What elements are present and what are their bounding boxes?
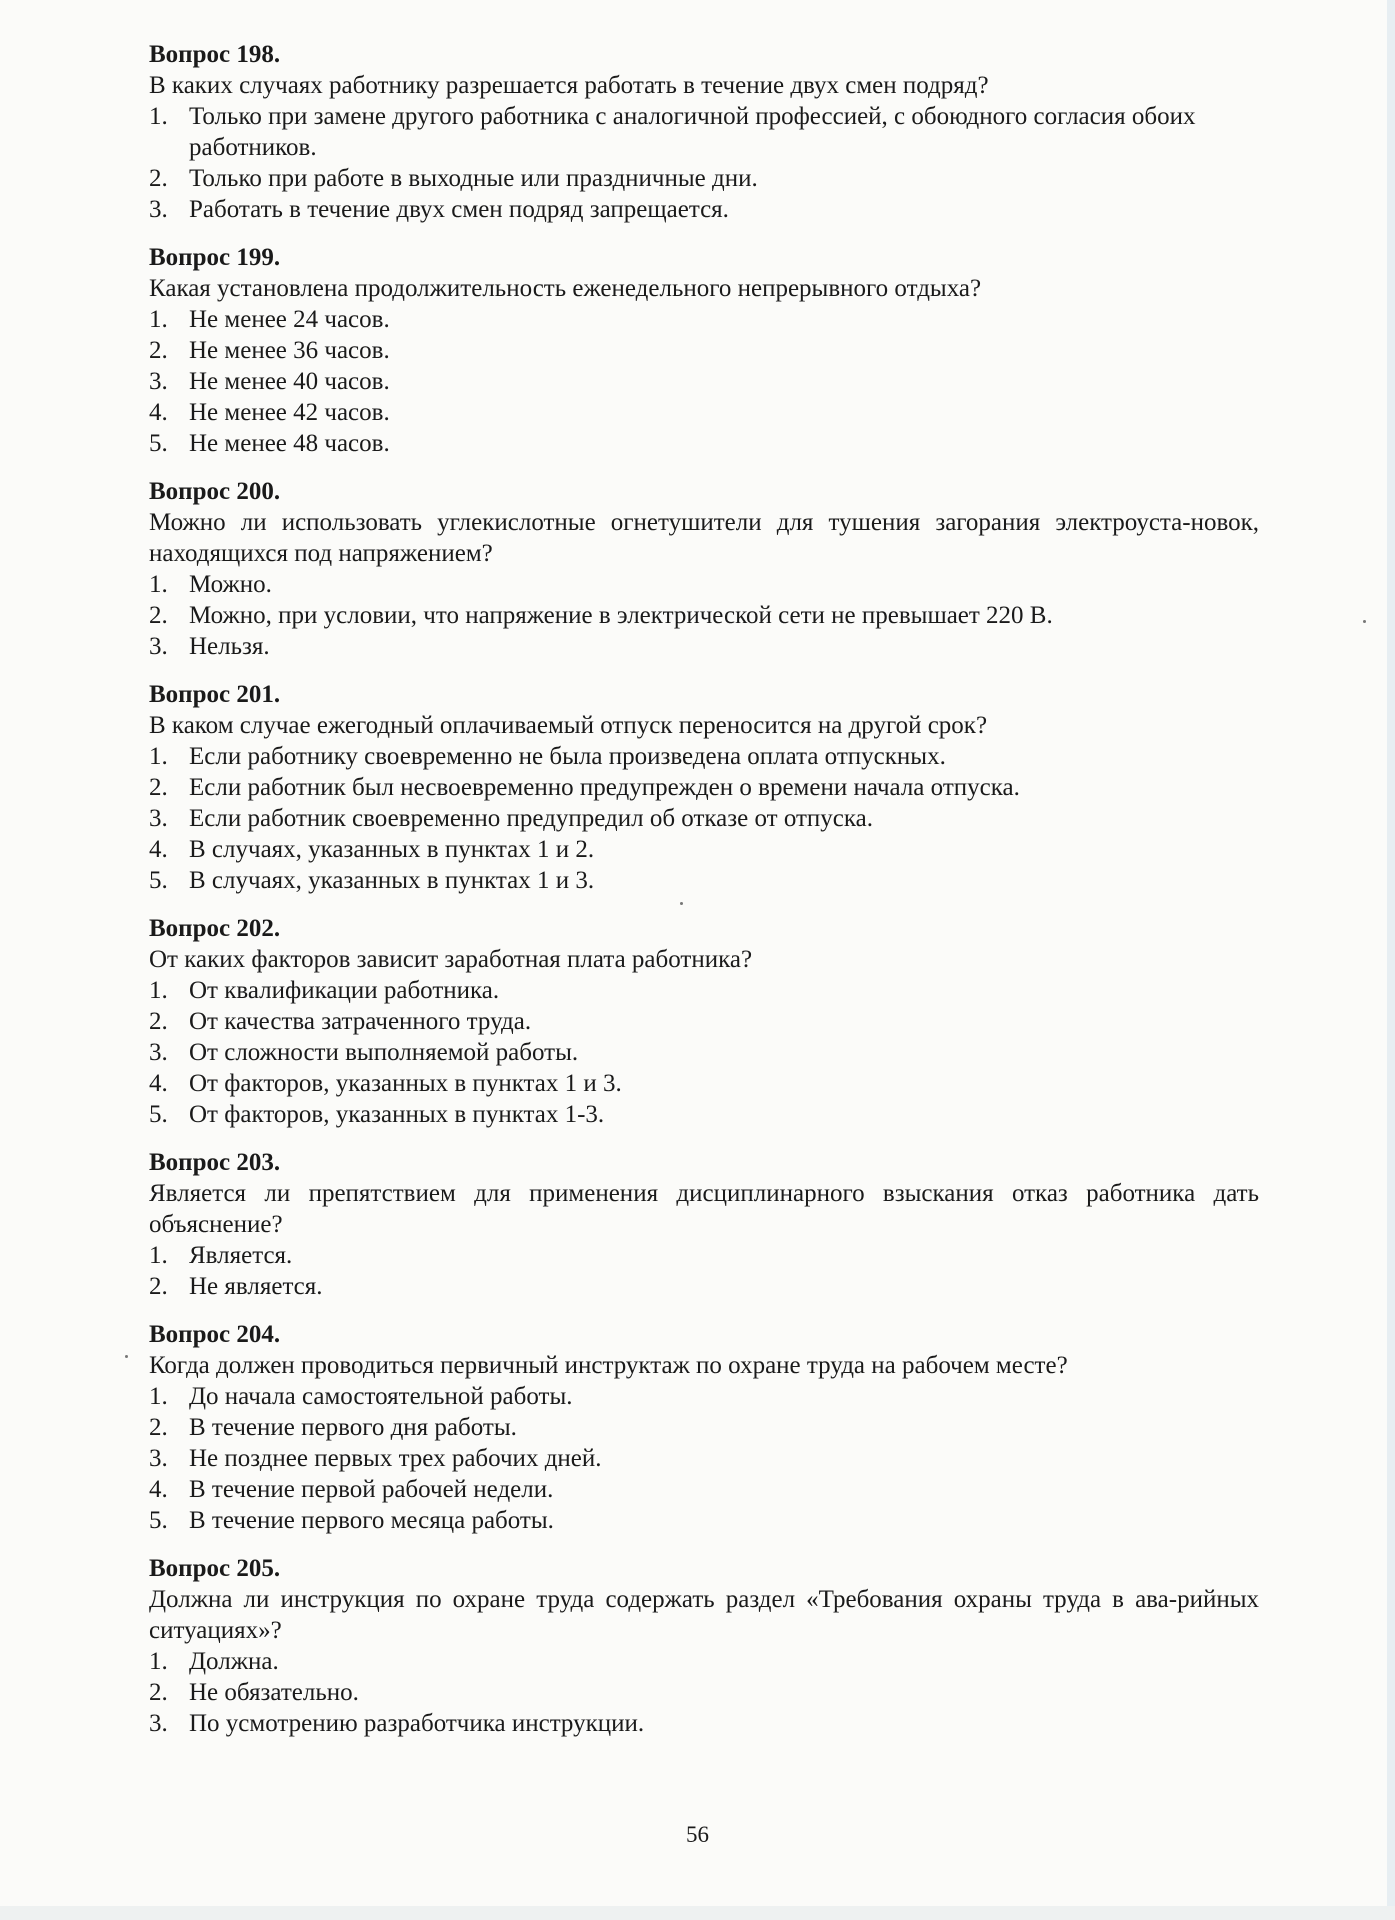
answer-number: 2. [149,337,168,364]
answer-list [149,975,1259,1130]
question-text: Можно ли использовать углекислотные огнетушители для тушения загорания электроуста-новок, находящихся под напряжением? [149,509,1259,567]
answer-text: В течение первого месяца работы. [189,1507,554,1534]
answer-option [149,1646,1259,1677]
answer-option [149,1677,1259,1708]
answer-number: 2. [149,1008,168,1035]
question-block [149,1554,1259,1739]
answer-number: 2. [149,1273,168,1300]
answer-option [149,865,1259,896]
answer-number: 3. [149,368,168,395]
answer-number: 1. [149,1383,168,1410]
question-text: В каких случаях работнику разрешается работать в течение двух смен подряд? [149,72,989,99]
question-block [149,40,1259,225]
question-list [149,40,1259,1757]
answer-option [149,1240,1259,1271]
answer-option [149,335,1259,366]
question-text: В каком случае ежегодный оплачиваемый отпуск переносится на другой срок? [149,712,988,739]
question-text: Когда должен проводиться первичный инструктаж по охране труда на рабочем месте? [149,1352,1068,1379]
answer-text: Не менее 24 часов. [189,306,390,333]
question-heading: Вопрос 203. [149,1149,281,1176]
answer-number: 4. [149,399,168,426]
answer-number: 3. [149,1039,168,1066]
scan-speck [1363,620,1366,623]
answer-text: От факторов, указанных в пунктах 1-3. [189,1101,605,1128]
question-text: Какая установлена продолжительность еженедельного непрерывного отдыха? [149,275,982,302]
answer-option [149,1708,1259,1739]
answer-text: Не обязательно. [189,1679,359,1706]
answer-text: Только при работе в выходные или праздничные дни. [189,165,758,192]
scan-speck [125,1355,128,1358]
answer-text: Не менее 36 часов. [189,337,390,364]
answer-option [149,1068,1259,1099]
answer-text: По усмотрению разработчика инструкции. [189,1710,645,1737]
answer-text: Не менее 48 часов. [189,430,390,457]
question-block [149,1320,1259,1536]
answer-text: Если работник своевременно предупредил об отказе от отпуска. [189,805,874,832]
answer-option [149,304,1259,335]
question-block [149,1148,1259,1302]
answer-number: 4. [149,836,168,863]
answer-option [149,1099,1259,1130]
answer-option [149,1037,1259,1068]
answer-number: 2. [149,1414,168,1441]
answer-text: Должна. [189,1648,279,1675]
answer-text: В течение первой рабочей недели. [189,1476,554,1503]
answer-text: Можно. [189,571,272,598]
answer-text: Не является. [189,1273,323,1300]
answer-number: 1. [149,1242,168,1269]
answer-text: В течение первого дня работы. [189,1414,517,1441]
answer-number: 4. [149,1476,168,1503]
answer-number: 1. [149,743,168,770]
answer-option [149,600,1259,631]
answer-list [149,304,1259,459]
answer-option [149,803,1259,834]
answer-number: 3. [149,633,168,660]
answer-number: 5. [149,1101,168,1128]
answer-number: 2. [149,774,168,801]
answer-option [149,366,1259,397]
answer-number: 1. [149,306,168,333]
question-heading: Вопрос 201. [149,681,281,708]
answer-option [149,975,1259,1006]
answer-text: Только при замене другого работника с аналогичной профессией, с обоюдного согласия обоих работников. [189,103,1196,161]
question-block [149,680,1259,896]
answer-text: Является. [189,1242,293,1269]
answer-text: До начала самостоятельной работы. [189,1383,573,1410]
answer-text: Можно, при условии, что напряжение в электрической сети не превышает 220 В. [189,602,1053,629]
answer-text: Нельзя. [189,633,270,660]
answer-list [149,1240,1259,1302]
question-heading: Вопрос 199. [149,244,281,271]
answer-number: 2. [149,1679,168,1706]
answer-option [149,1412,1259,1443]
question-heading: Вопрос 200. [149,478,281,505]
answer-option [149,631,1259,662]
question-text: Должна ли инструкция по охране труда содержать раздел «Требования охраны труда в ава-рийных ситуациях»? [149,1586,1259,1644]
answer-number: 3. [149,1710,168,1737]
answer-list [149,741,1259,896]
answer-option [149,1443,1259,1474]
question-text: Является ли препятствием для применения дисциплинарного взыскания отказ работника дать объяснение? [149,1180,1259,1238]
answer-option [149,741,1259,772]
answer-number: 1. [149,977,168,1004]
answer-text: От качества затраченного труда. [189,1008,532,1035]
answer-option [149,428,1259,459]
answer-list [149,569,1259,662]
answer-text: Не менее 42 часов. [189,399,390,426]
answer-option [149,1006,1259,1037]
answer-option [149,834,1259,865]
answer-number: 5. [149,1507,168,1534]
answer-list [149,101,1259,225]
answer-option [149,194,1259,225]
answer-option [149,163,1259,194]
answer-number: 3. [149,805,168,832]
answer-number: 4. [149,1070,168,1097]
answer-text: От квалификации работника. [189,977,500,1004]
answer-number: 2. [149,165,168,192]
answer-option [149,1271,1259,1302]
question-block [149,243,1259,459]
answer-option [149,101,1259,163]
answer-number: 5. [149,867,168,894]
answer-text: Работать в течение двух смен подряд запрещается. [189,196,729,223]
answer-option [149,397,1259,428]
answer-text: Если работник был несвоевременно предупрежден о времени начала отпуска. [189,774,1020,801]
answer-text: От факторов, указанных в пунктах 1 и 3. [189,1070,622,1097]
answer-number: 1. [149,1648,168,1675]
answer-number: 1. [149,571,168,598]
answer-number: 3. [149,196,168,223]
answer-option [149,772,1259,803]
question-block [149,914,1259,1130]
answer-text: Не менее 40 часов. [189,368,390,395]
answer-text: Не позднее первых трех рабочих дней. [189,1445,602,1472]
page-number: 56 [686,1822,709,1847]
answer-option [149,1474,1259,1505]
answer-text: В случаях, указанных в пунктах 1 и 2. [189,836,595,863]
answer-text: От сложности выполняемой работы. [189,1039,579,1066]
answer-option [149,1381,1259,1412]
answer-text: Если работнику своевременно не была произведена оплата отпускных. [189,743,946,770]
question-text: От каких факторов зависит заработная плата работника? [149,946,753,973]
question-block [149,477,1259,662]
page-bottom-edge [0,1906,1395,1920]
question-heading: Вопрос 205. [149,1555,281,1582]
answer-list [149,1646,1259,1739]
question-heading: Вопрос 202. [149,915,281,942]
answer-number: 2. [149,602,168,629]
question-heading: Вопрос 204. [149,1321,281,1348]
page-edge [1387,0,1395,1920]
answer-option [149,569,1259,600]
question-heading: Вопрос 198. [149,41,281,68]
answer-list [149,1381,1259,1536]
answer-option [149,1505,1259,1536]
answer-number: 5. [149,430,168,457]
answer-number: 1. [149,103,168,130]
answer-text: В случаях, указанных в пунктах 1 и 3. [189,867,595,894]
answer-number: 3. [149,1445,168,1472]
